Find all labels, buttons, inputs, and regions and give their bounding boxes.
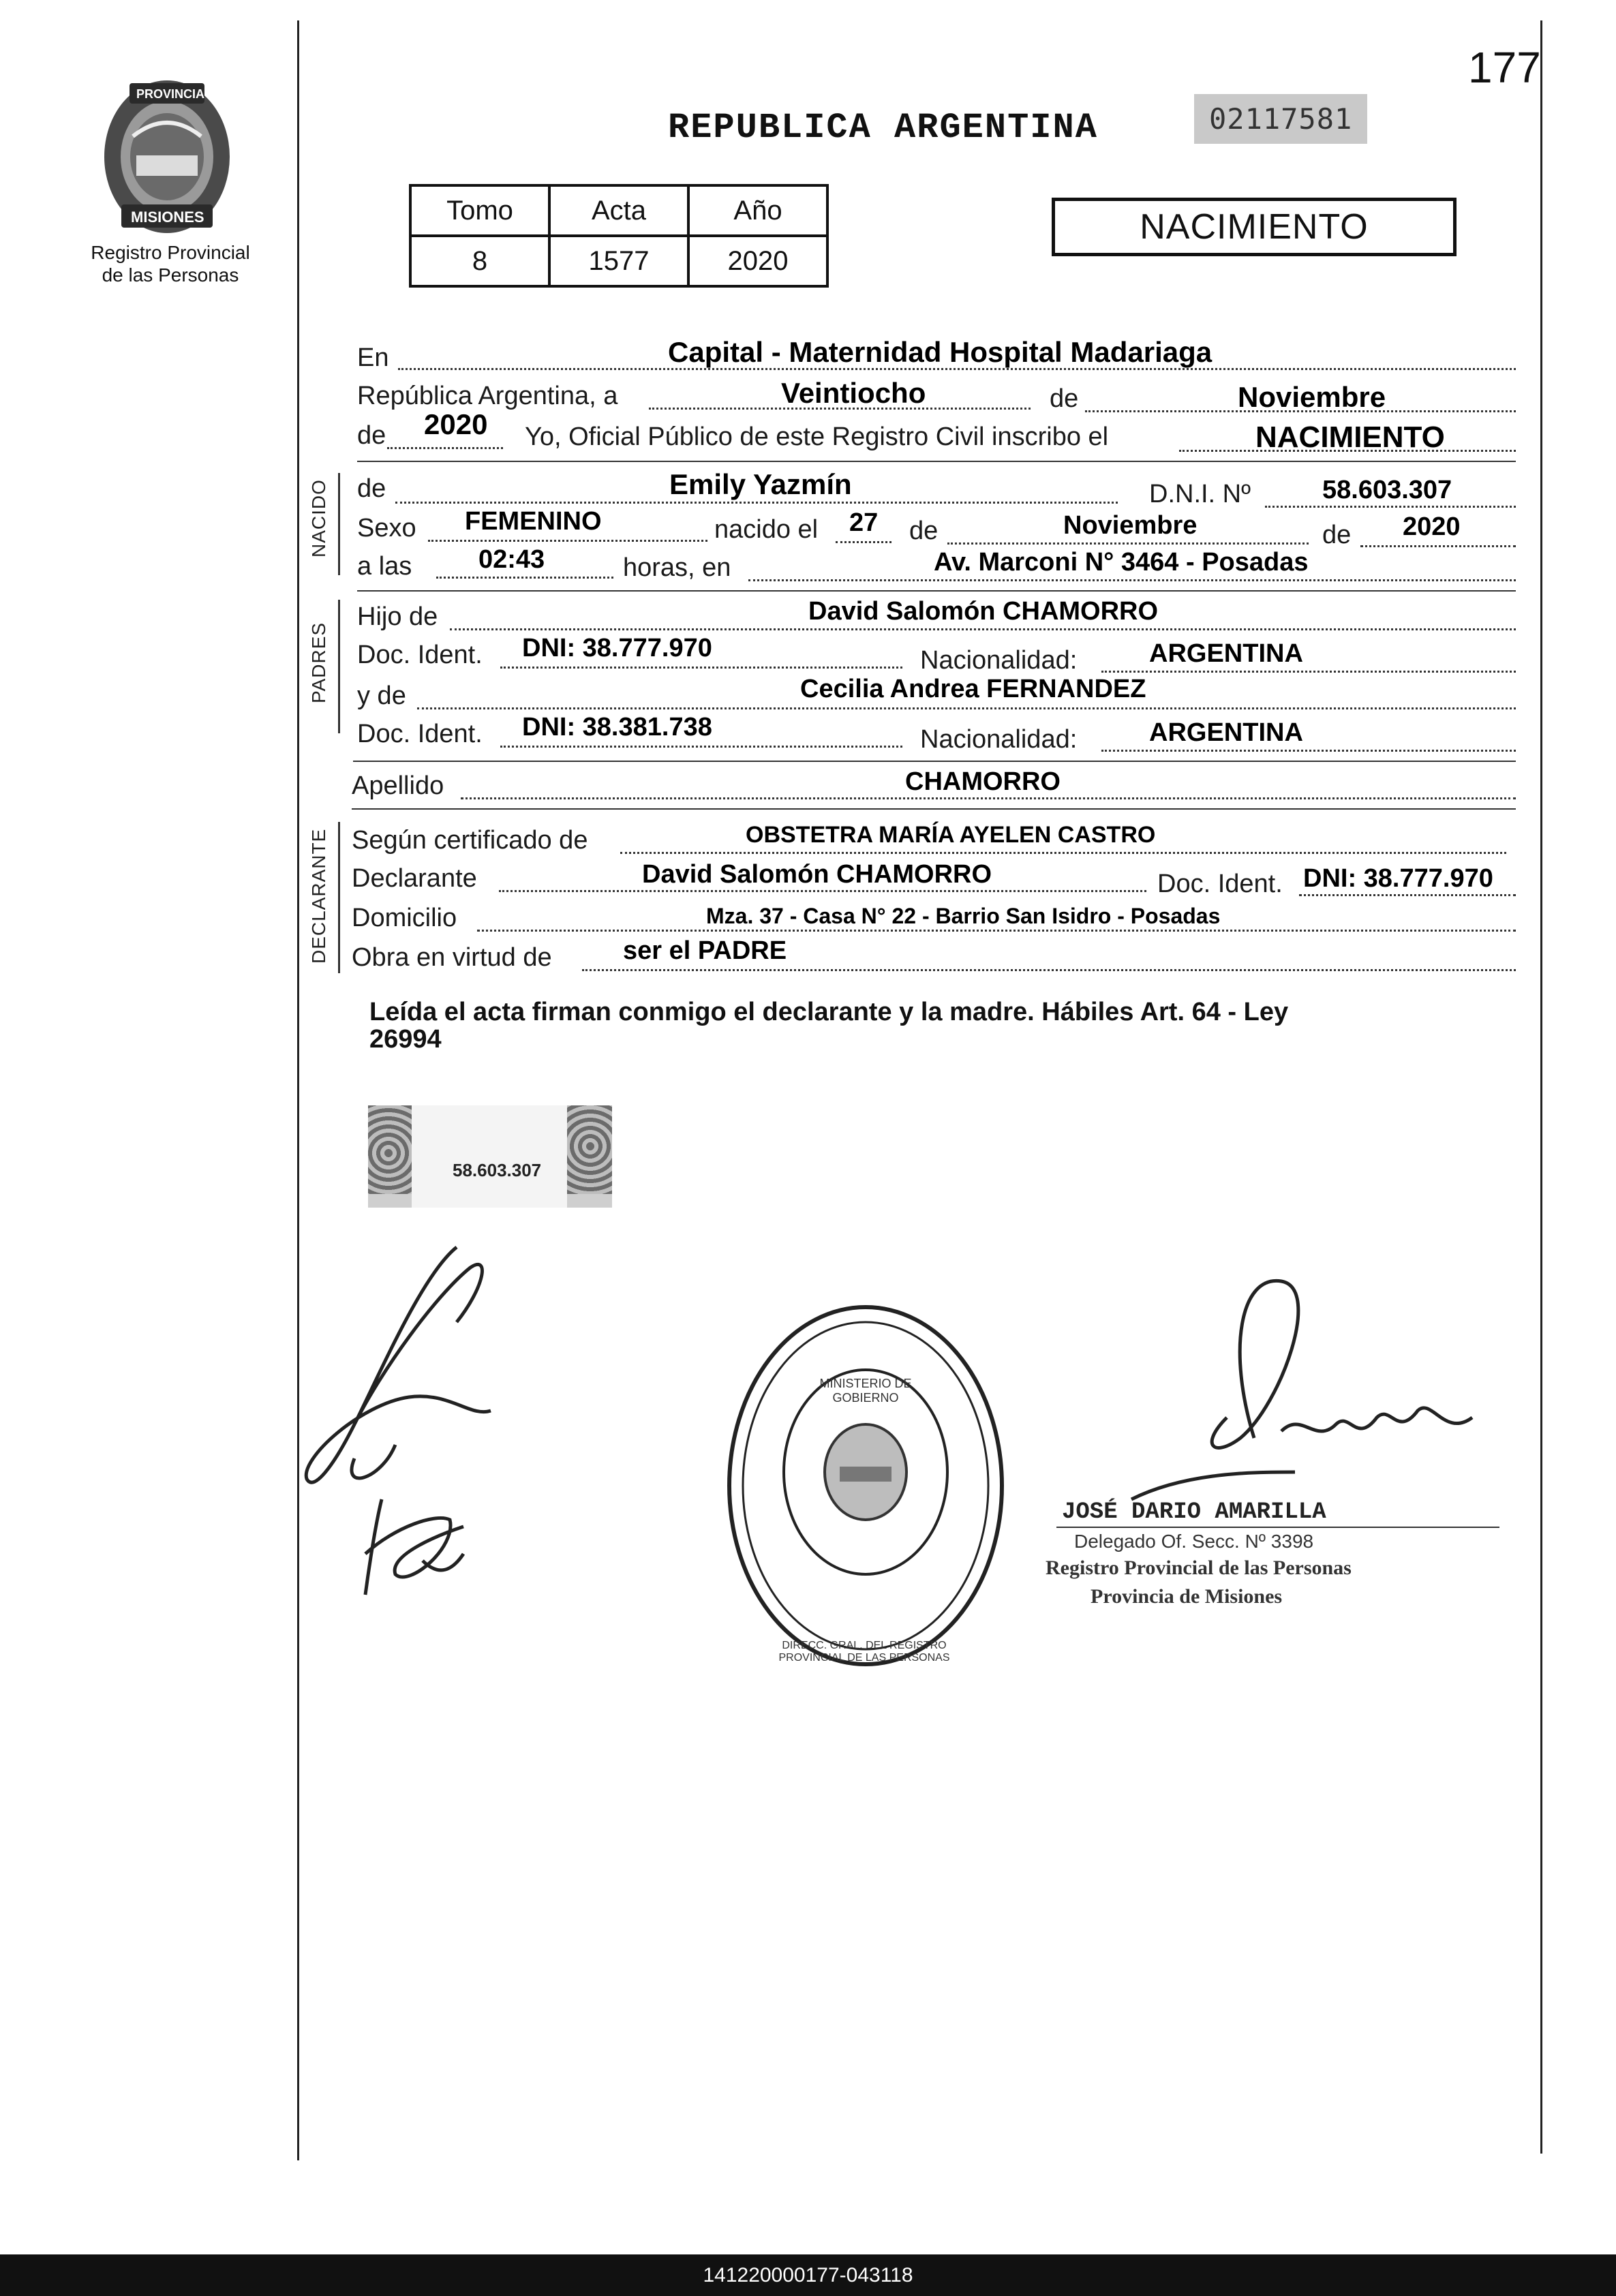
- nacido-de-label2: de: [909, 517, 939, 545]
- father-doc-label: Doc. Ident.: [357, 641, 483, 669]
- official-sign-line: [1056, 1527, 1499, 1528]
- birth-year: 2020: [1403, 512, 1461, 541]
- child-name-line: [395, 502, 1118, 504]
- book-reference-table: [409, 184, 829, 288]
- birth-address-line: [748, 579, 1516, 581]
- record-type-box: [1052, 198, 1457, 256]
- declarante-section-label: DECLARANTE: [308, 828, 329, 964]
- declarante-doc-label: Doc. Ident.: [1157, 870, 1283, 898]
- apellido-line: [461, 797, 1516, 799]
- declarant-signature: [300, 1234, 518, 1615]
- stub-number: 58.603.307: [453, 1160, 542, 1180]
- oficial-text: Yo, Oficial Público de este Registro Civil inscribo el: [525, 423, 1109, 451]
- domicilio-value: Mza. 37 - Casa N° 22 - Barrio San Isidro - Posadas: [706, 904, 1221, 928]
- apellido-value: CHAMORRO: [905, 767, 1061, 796]
- mother-nat-label: Nacionalidad:: [920, 725, 1078, 754]
- birth-day-line: [836, 541, 891, 543]
- certificado-line: [620, 852, 1506, 854]
- footer-bar: [0, 2254, 1616, 2296]
- intro-divider: [357, 461, 1516, 462]
- segun-label: Según certificado de: [352, 826, 588, 855]
- apellido-label: Apellido: [352, 771, 444, 800]
- closing-line2: 26994: [369, 1025, 442, 1054]
- child-sex: FEMENINO: [465, 507, 602, 536]
- registration-year: 2020: [424, 408, 488, 440]
- declarante-doc-line: [1299, 894, 1516, 896]
- child-dni: 58.603.307: [1322, 476, 1452, 504]
- birth-month-line: [947, 542, 1309, 545]
- a-las-label: a las: [357, 552, 412, 581]
- book-value-row: [410, 236, 827, 286]
- declarante-line: [499, 890, 1146, 892]
- record-type: NACIMIENTO: [1140, 207, 1369, 247]
- birth-day: 27: [849, 508, 879, 537]
- mother-doc-label: Doc. Ident.: [357, 720, 483, 748]
- de2-label-intro: de: [357, 421, 386, 450]
- father-name: David Salomón CHAMORRO: [808, 597, 1159, 626]
- mother-nationality: ARGENTINA: [1149, 718, 1303, 747]
- logo-text-bottom: MISIONES: [131, 209, 204, 226]
- acta-header: Acta: [549, 185, 688, 236]
- nacido-side-bar: [338, 473, 340, 575]
- registration-month: Noviembre: [1238, 381, 1386, 413]
- right-margin-line: [1540, 20, 1542, 2154]
- tomo-value: 8: [410, 236, 549, 286]
- domicilio-line: [477, 930, 1516, 932]
- declarante-side-bar: [338, 822, 340, 973]
- inscribo-value: NACIMIENTO: [1255, 420, 1445, 454]
- year-line: [387, 447, 503, 449]
- nacido-de-label3: de: [1322, 521, 1352, 549]
- father-line: [450, 628, 1516, 630]
- tomo-header: Tomo: [410, 185, 549, 236]
- nacido-divider: [357, 590, 1516, 592]
- apellido-divider: [352, 808, 1516, 810]
- nacido-el-label: nacido el: [714, 515, 819, 544]
- hour-line: [436, 577, 613, 579]
- declarante-label: Declarante: [352, 864, 477, 893]
- official-registry: Registro Provincial de las Personas: [1046, 1557, 1352, 1579]
- domicilio-label: Domicilio: [352, 904, 457, 932]
- padres-side-bar: [338, 600, 340, 733]
- dni-stub: [368, 1105, 612, 1208]
- registry-stamp-icon: [722, 1302, 1009, 1670]
- de-label-intro: de: [1050, 384, 1079, 413]
- hijo-de-label: Hijo de: [357, 602, 438, 631]
- certificado-value: OBSTETRA MARÍA AYELEN CASTRO: [746, 822, 1156, 848]
- registration-day: Veintiocho: [781, 377, 926, 409]
- padres-section-label: PADRES: [308, 622, 329, 703]
- mother-name: Cecilia Andrea FERNANDEZ: [800, 675, 1146, 703]
- official-name: JOSÉ DARIO AMARILLA: [1062, 1499, 1326, 1525]
- logo-text-top: PROVINCIA DE: [136, 87, 225, 101]
- document-title: REPUBLICA ARGENTINA: [668, 108, 1098, 148]
- left-margin-line: [297, 20, 299, 2160]
- father-nat-label: Nacionalidad:: [920, 646, 1078, 675]
- sexo-label: Sexo: [357, 514, 416, 542]
- serial-number: 02117581: [1194, 94, 1367, 144]
- registry-stamp: [722, 1302, 1009, 1670]
- father-doc-line: [500, 667, 902, 669]
- birth-place: Capital - Maternidad Hospital Madariaga: [668, 336, 1213, 368]
- mother-doc: DNI: 38.381.738: [522, 713, 712, 741]
- stub-pattern-left: [368, 1105, 412, 1194]
- anio-value: 2020: [688, 236, 827, 286]
- father-doc: DNI: 38.777.970: [522, 634, 712, 662]
- book-header-row: [410, 185, 827, 236]
- child-name: Emily Yazmín: [669, 468, 852, 500]
- acta-value: 1577: [549, 236, 688, 286]
- stamp-inner-text: MINISTERIO DE GOBIERNO: [819, 1377, 912, 1405]
- obra-value: ser el PADRE: [623, 936, 787, 965]
- obra-line: [582, 969, 1516, 971]
- father-nationality: ARGENTINA: [1149, 639, 1303, 668]
- father-nat-line: [1101, 671, 1516, 673]
- dni-label: D.N.I. Nº: [1149, 480, 1251, 508]
- mother-doc-line: [500, 746, 902, 748]
- birth-hour: 02:43: [478, 545, 545, 574]
- sexo-line: [428, 540, 707, 542]
- page-number: 177: [1468, 43, 1541, 92]
- declarante-doc: DNI: 38.777.970: [1303, 864, 1493, 893]
- horas-label: horas, en: [623, 553, 731, 582]
- closing-line1: Leída el acta firman conmigo el declarante y la madre. Hábiles Art. 64 - Ley: [369, 998, 1289, 1026]
- stamp-outer-text: DIRECC. GRAL. DEL REGISTRO PROVINCIAL DE LAS PERSONAS: [778, 1640, 950, 1664]
- en-label: En: [357, 343, 389, 372]
- y-de-label: y de: [357, 682, 406, 710]
- declarante-name: David Salomón CHAMORRO: [642, 860, 992, 889]
- official-title: Delegado Of. Secc. Nº 3398: [1074, 1531, 1314, 1552]
- stub-white: [412, 1105, 567, 1208]
- nacido-section-label: NACIDO: [308, 479, 329, 557]
- stub-pattern-right: [567, 1105, 612, 1194]
- dni-line: [1265, 506, 1516, 508]
- mother-line: [417, 707, 1516, 709]
- obra-label: Obra en virtud de: [352, 943, 552, 972]
- nacido-de-label: de: [357, 474, 386, 503]
- footer-code: 141220000177-043118: [703, 2264, 913, 2286]
- official-province: Provincia de Misiones: [1091, 1585, 1283, 1608]
- place-line: [398, 368, 1516, 370]
- birth-year-line: [1360, 545, 1516, 547]
- republica-label: República Argentina, a: [357, 382, 618, 410]
- registry-name-line2: de las Personas: [102, 264, 239, 286]
- padres-divider: [353, 761, 1516, 762]
- registry-name-line1: Registro Provincial: [91, 242, 250, 263]
- anio-header: Año: [688, 185, 827, 236]
- birth-address: Av. Marconi N° 3464 - Posadas: [934, 548, 1309, 577]
- birth-month: Noviembre: [1063, 511, 1198, 540]
- mother-nat-line: [1101, 750, 1516, 752]
